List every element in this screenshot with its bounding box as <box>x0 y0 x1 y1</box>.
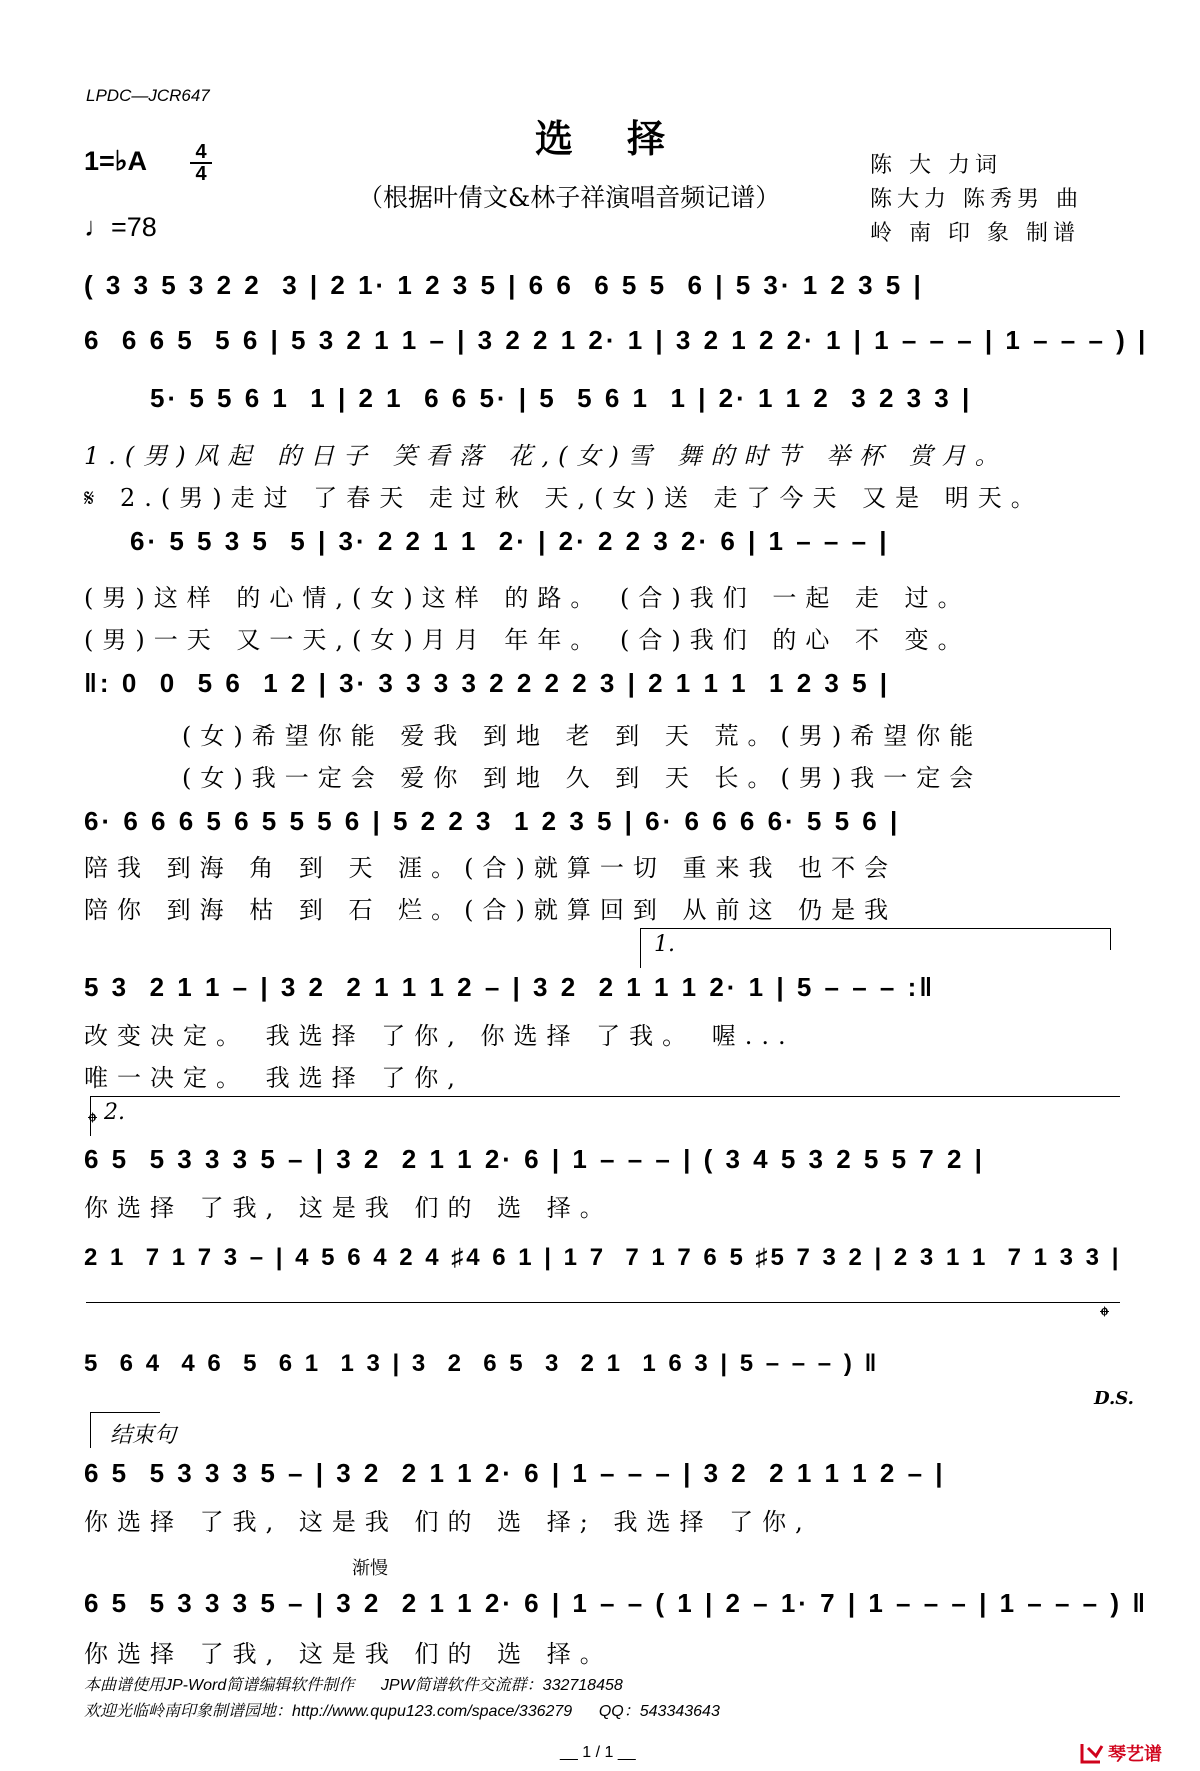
tempo-mark: ♩=78 <box>84 212 157 242</box>
volta-1-left <box>640 928 641 968</box>
intro-line-1: ( 3 3 5 3 2 2 3 | 2 1· 1 2 3 5 | 6 6 6 5 5 6 | 5 3· 1 2 3 5 | <box>84 270 924 300</box>
lyric-b1: (男)这样 的心情,(女)这样 的路。 (合)我们 一起 走 过。 <box>84 584 971 612</box>
lyric-a1: 1.(男)风起 的日子 笑看落 花,(女)雪 舞的时节 举杯 赏月。 <box>84 442 1008 470</box>
arranger-credit: 岭 南 印 象 制谱 <box>870 221 1080 246</box>
lyric-e2: 唯一决定。 我选择 了你, <box>84 1064 464 1092</box>
lyric-c1: (女)希望你能 爱我 到地 老 到 天 荒。(男)希望你能 <box>182 722 983 750</box>
page-number: __ 1 / 1 __ <box>560 1744 636 1761</box>
chorus-line-4: 6 5 5 3 3 3 5 – | 3 2 2 1 1 2· 6 | 1 – – – | ( 3 4 5 3 2 5 5 7 2 | <box>84 1144 985 1174</box>
lyric-c2: (女)我一定会 爱你 到地 久 到 天 长。(男)我一定会 <box>182 764 983 792</box>
lyric-h1: 你选择 了我, 这是我 们的 选 择。 <box>84 1640 613 1668</box>
lyricist-credit: 陈 大 力词 <box>870 153 1002 178</box>
ending-bracket-top <box>90 1412 160 1413</box>
chorus-line-3: 5 3 2 1 1 – | 3 2 2 1 1 1 2 – | 3 2 2 1 1 1 2· 1 | 5 – – – :‖ <box>84 972 936 1002</box>
ending-line-1: 6 5 5 3 3 3 5 – | 3 2 2 1 1 2· 6 | 1 – – – | 3 2 2 1 1 1 2 – | <box>84 1458 946 1488</box>
score-code: LPDC—JCR647 <box>86 86 210 105</box>
subtitle: （根据叶倩文&林子祥演唱音频记谱） <box>358 183 781 212</box>
key-signature: 1=♭A <box>84 146 148 176</box>
interlude-line-2: 5 6 4 4 6 5 6 1 1 3 | 3 2 6 5 3 2 1 1 6 3 | 5 – – – ) ‖ <box>84 1350 880 1377</box>
footer-line-2: 欢迎光临岭南印象制谱园地：http://www.qupu123.com/space/336279 QQ：543343643 <box>84 1703 720 1720</box>
song-title: 选择 <box>534 116 719 161</box>
time-signature <box>190 142 212 184</box>
ds-marking: D.S. <box>1094 1388 1134 1409</box>
coda-sign: 𝄌 <box>88 1108 97 1138</box>
lyric-e1: 改变决定。 我选择 了你, 你选择 了我。 喔... <box>84 1022 795 1050</box>
coda-sign-right: 𝄌 <box>1100 1302 1109 1332</box>
volta-1-right <box>1110 928 1111 950</box>
volta-1-label: 1. <box>654 932 675 957</box>
composer-credit: 陈大力 陈秀男 曲 <box>870 187 1083 212</box>
meter-bottom: 4 <box>195 163 207 185</box>
volta-1-bracket <box>640 928 1110 929</box>
coda-divider <box>86 1302 1120 1303</box>
meter-top: 4 <box>195 141 207 163</box>
interlude-line-1: 2 1 7 1 7 3 – | 4 5 6 4 2 4 ♯4 6 1 | 1 7 7 1 7 6 5 ♯5 7 3 2 | 2 3 1 1 7 1 3 3 | <box>84 1244 1122 1271</box>
footer-line-1: 本曲谱使用JP-Word简谱编辑软件制作 JPW简谱软件交流群：332718458 <box>84 1677 623 1694</box>
verse-line-a: 5· 5 5 6 1 1 | 2 1 6 6 5· | 5 5 6 1 1 | 2· 1 1 2 3 2 3 3 | <box>150 383 973 413</box>
lyric-b2: (男)一天 又一天,(女)月月 年年。 (合)我们 的心 不 变。 <box>84 626 971 654</box>
ending-bracket-left <box>90 1412 91 1448</box>
lyric-d2: 陪你 到海 枯 到 石 烂。(合)就算回到 从前这 仍是我 <box>84 896 898 924</box>
volta-2-label: 2. <box>104 1100 125 1125</box>
intro-line-2: 6 6 6 5 5 6 | 5 3 2 1 1 – | 3 2 2 1 2· 1 | 3 2 1 2 2· 1 | 1 – – – | 1 – – – ) | <box>84 325 1149 355</box>
ending-line-2: 6 5 5 3 3 3 5 – | 3 2 2 1 1 2· 6 | 1 – – ( 1 | 2 – 1· 7 | 1 – – – | 1 – – – ) ‖ <box>84 1588 1149 1618</box>
volta-2-bracket <box>90 1096 1120 1097</box>
chorus-line-2: 6· 6 6 6 5 6 5 5 5 6 | 5 2 2 3 1 2 3 5 | 6· 6 6 6 6· 5 5 6 | <box>84 806 901 836</box>
chorus-line-1: ‖: 0 0 5 6 1 2 | 3· 3 3 3 3 2 2 2 2 3 | 2 1 1 1 1 2 3 5 | <box>84 668 891 698</box>
ritardando-mark: 渐慢 <box>352 1558 388 1579</box>
logo-text: 琴艺谱 <box>1108 1744 1162 1765</box>
lyric-a2: 𝄋 2.(男)走过 了春天 走过秋 天,(女)送 走了今天 又是 明天。 <box>84 484 1044 512</box>
lyric-g1: 你选择 了我, 这是我 们的 选 择; 我选择 了你, <box>84 1508 812 1536</box>
ending-label: 结束句 <box>110 1423 177 1448</box>
verse-line-b: 6· 5 5 3 5 5 | 3· 2 2 1 1 2· | 2· 2 2 3 2· 6 | 1 – – – | <box>130 526 890 556</box>
lyric-d1: 陪我 到海 角 到 天 涯。(合)就算一切 重来我 也不会 <box>84 854 898 882</box>
lyric-f1: 你选择 了我, 这是我 们的 选 择。 <box>84 1194 613 1222</box>
